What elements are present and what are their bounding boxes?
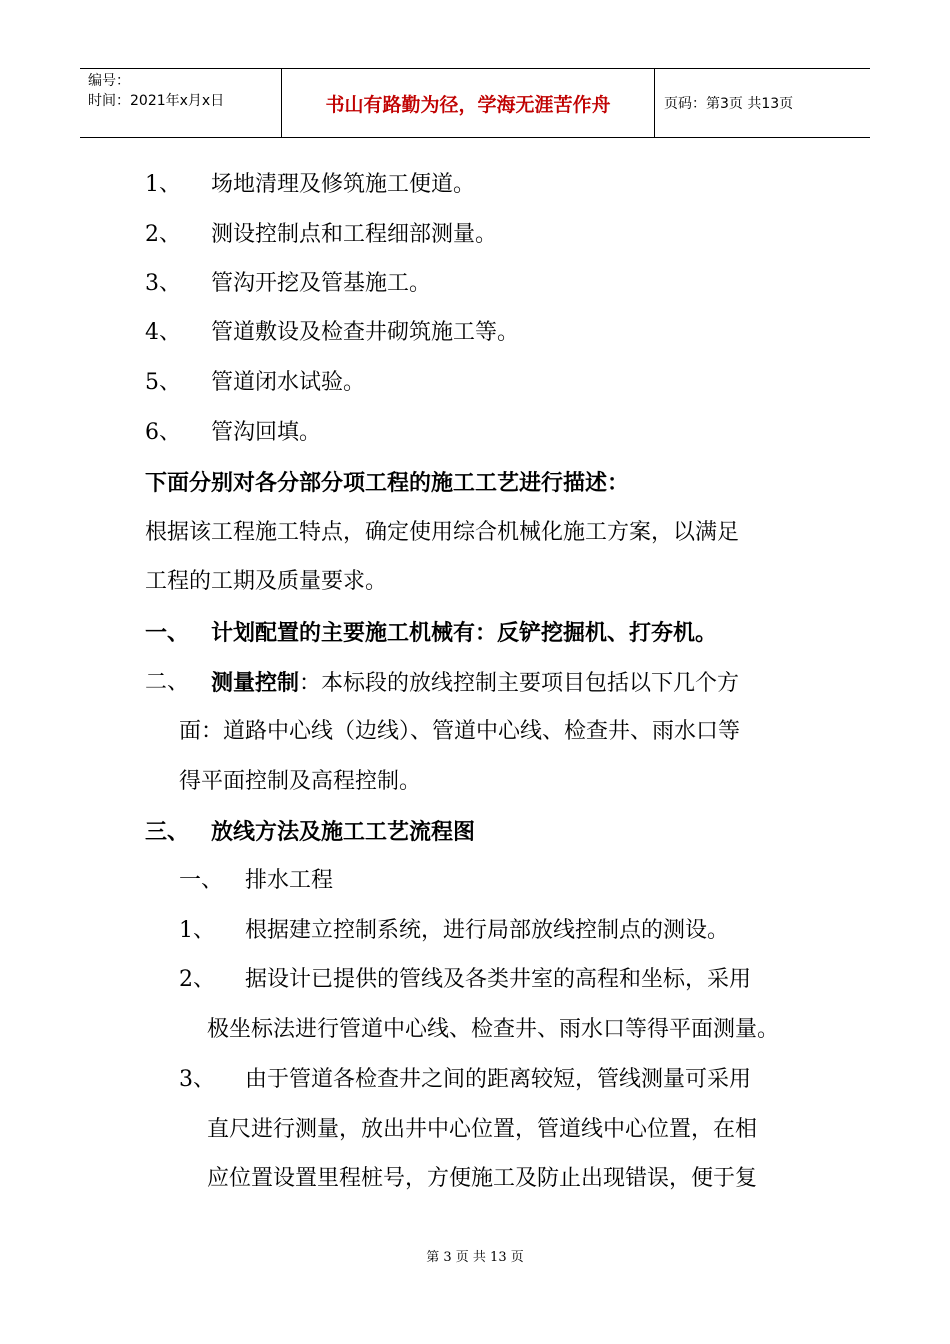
section-text: 计划配置的主要施工机械有：反铲挖掘机、打夯机。 xyxy=(211,620,718,646)
sub-item-text: 由于管道各检查井之间的距离较短，管线测量可采用 xyxy=(245,1067,752,1092)
subsection-title: 排水工程 xyxy=(245,868,334,893)
step-text: 场地清理及修筑施工便道。 xyxy=(211,172,476,197)
intro-heading: 下面分别对各分部分项工程的施工工艺进行描述： xyxy=(145,470,630,496)
intro-paragraph-line: 工程的工期及质量要求。 xyxy=(145,569,388,594)
section-text: 放线方法及施工工艺流程图 xyxy=(211,819,476,845)
section-two-continuation: 面：道路中心线（边线）、管道中心线、检查井、雨水口等 xyxy=(179,719,741,744)
step-number: 3、 xyxy=(145,271,181,296)
step-number: 4、 xyxy=(145,320,181,345)
step-number: 1、 xyxy=(145,172,181,197)
step-text: 测设控制点和工程细部测量。 xyxy=(211,222,498,247)
sub-item-continuation: 应位置设置里程桩号，方便施工及防止出现错误，便于复 xyxy=(207,1166,758,1191)
sub-item-number: 1、 xyxy=(179,918,215,943)
step-text: 管沟开挖及管基施工。 xyxy=(211,271,432,296)
subsection-number: 一、 xyxy=(179,868,224,893)
section-title: 测量控制 xyxy=(211,670,300,696)
header-page-info: 页码：第3页 共13页 xyxy=(664,96,794,112)
header-motto: 书山有路勤为径，学海无涯苦作舟 xyxy=(325,93,611,116)
step-text: 管道闭水试验。 xyxy=(211,370,366,395)
section-number: 二、 xyxy=(145,670,190,695)
sub-item-text: 据设计已提供的管线及各类井室的高程和坐标，采用 xyxy=(245,967,752,992)
step-number: 6、 xyxy=(145,420,181,445)
sub-item-text: 根据建立控制系统，进行局部放线控制点的测设。 xyxy=(245,918,730,943)
sub-item-continuation: 直尺进行测量，放出井中心位置，管道线中心位置，在相 xyxy=(207,1117,758,1142)
header-number-label: 编号： xyxy=(88,73,130,89)
header-divider xyxy=(654,69,655,137)
step-text: 管沟回填。 xyxy=(211,420,322,445)
section-two-continuation: 得平面控制及高程控制。 xyxy=(179,769,422,794)
sub-item-continuation: 极坐标法进行管道中心线、检查井、雨水口等得平面测量。 xyxy=(207,1017,780,1042)
step-number: 5、 xyxy=(145,370,181,395)
sub-item-number: 2、 xyxy=(179,967,215,992)
section-text: ：本标段的放线控制主要项目包括以下几个方 xyxy=(299,671,740,696)
intro-paragraph-line: 根据该工程施工特点，确定使用综合机械化施工方案，以满足 xyxy=(145,520,740,545)
header-left-cell xyxy=(88,71,278,111)
page-footer: 第 3 页 共 13 页 xyxy=(426,1250,524,1265)
document-header xyxy=(80,68,870,138)
section-number: 一、 xyxy=(145,620,190,646)
sub-item-number: 3、 xyxy=(179,1067,215,1092)
step-number: 2、 xyxy=(145,222,181,247)
section-number: 三、 xyxy=(145,819,190,845)
step-text: 管道敷设及检查井砌筑施工等。 xyxy=(211,320,520,345)
header-time-label: 时间：2021年x月x日 xyxy=(88,93,225,109)
